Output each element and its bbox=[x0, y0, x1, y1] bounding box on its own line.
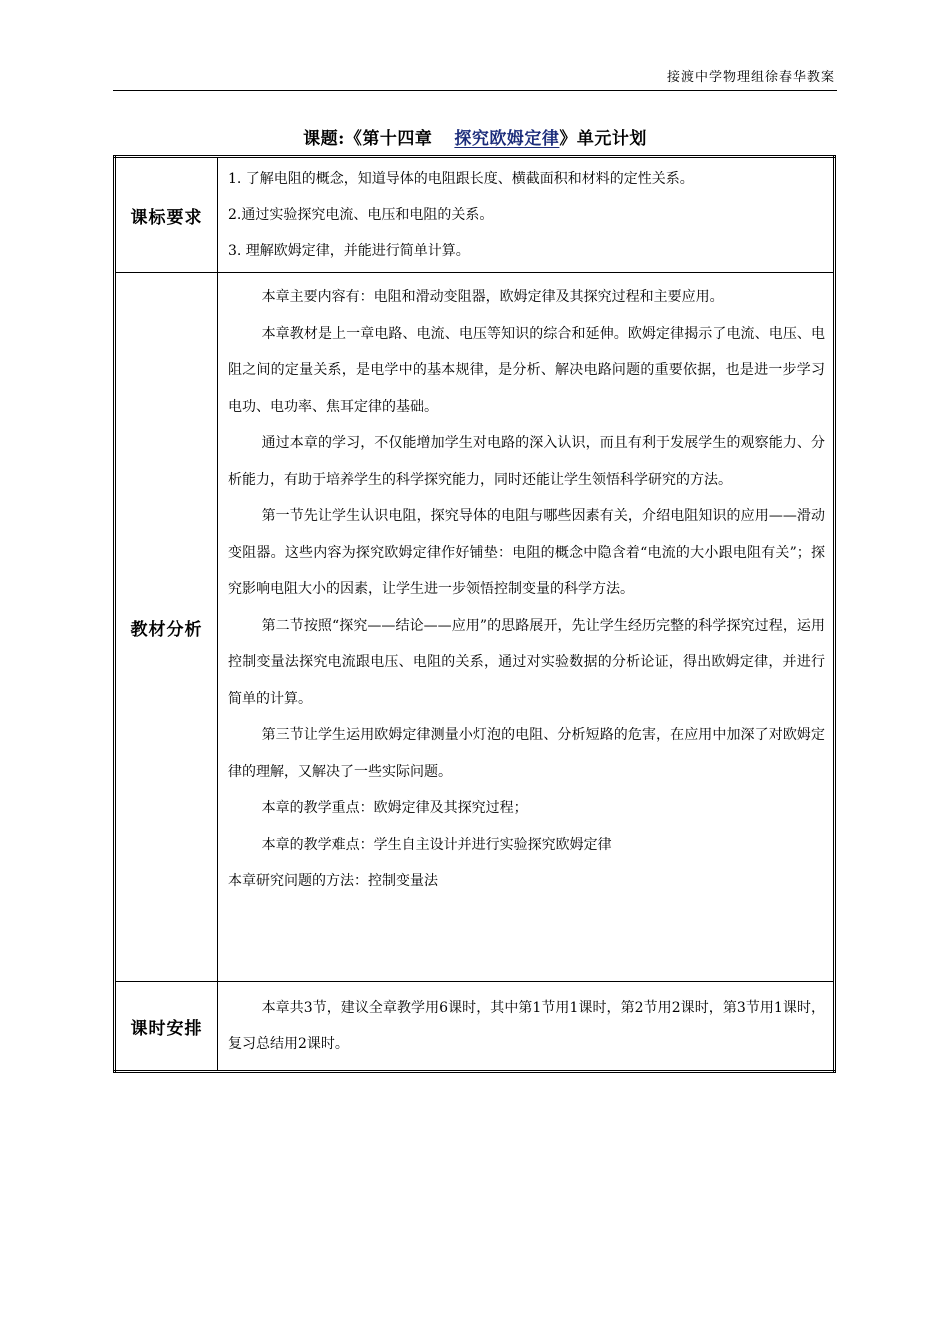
analysis-row bbox=[115, 273, 835, 982]
schedule-text: 本章共3节，建议全章教学用6课时，其中第1节用1课时，第2节用2课时，第3节用1课时，复习总结用2课时。 bbox=[228, 999, 825, 1052]
analysis-paragraph: 本章主要内容有：电阻和滑动变阻器，欧姆定律及其探究过程和主要应用。 bbox=[261, 289, 724, 305]
schedule-row bbox=[115, 982, 835, 1072]
teaching-difficulty: 本章的教学难点：学生自主设计并进行实验探究欧姆定律 bbox=[261, 836, 612, 853]
page-title bbox=[0, 124, 950, 149]
research-method: 本章研究问题的方法：控制变量法 bbox=[228, 873, 438, 889]
teaching-focus: 本章的教学重点：欧姆定律及其探究过程； bbox=[261, 800, 528, 816]
requirement-item: 1. 了解电阻的概念，知道导体的电阻跟长度、横截面积和材料的定性关系。 bbox=[228, 171, 694, 187]
requirements-label: 课标要求 bbox=[115, 157, 218, 273]
schedule-content bbox=[218, 982, 835, 1072]
analysis-content bbox=[218, 273, 835, 982]
requirements-content bbox=[218, 157, 835, 273]
title-suffix: 》单元计划 bbox=[559, 129, 647, 149]
title-prefix: 课题:《第十四章 bbox=[303, 129, 433, 149]
title-chapter-link[interactable]: 探究欧姆定律 bbox=[454, 129, 560, 149]
unit-plan-table bbox=[113, 155, 836, 1073]
analysis-paragraph: 第二节按照“探究——结论——应用”的思路展开，先让学生经历完整的科学探究过程，运用控制变量法探究电流跟电压、电阻的关系，通过对实验数据的分析论证，得出欧姆定律，并进行简单的计算。 bbox=[228, 617, 825, 707]
schedule-label: 课时安排 bbox=[115, 982, 218, 1072]
header-school-text: 接渡中学物理组徐春华教案 bbox=[666, 70, 835, 85]
requirement-item: 2.通过实验探究电流、电压和电阻的关系。 bbox=[228, 207, 494, 223]
analysis-label: 教材分析 bbox=[115, 273, 218, 982]
analysis-paragraph: 本章教材是上一章电路、电流、电压等知识的综合和延伸。欧姆定律揭示了电流、电压、电阻之间的定量关系，是电学中的基本规律，是分析、解决电路问题的重要依据，也是进一步学习电功、电功率、焦耳定律的基础。 bbox=[228, 325, 825, 415]
requirement-item: 3. 理解欧姆定律，并能进行简单计算。 bbox=[228, 243, 470, 259]
analysis-paragraph: 第三节让学生运用欧姆定律测量小灯泡的电阻、分析短路的危害，在应用中加深了对欧姆定律的理解，又解决了一些实际问题。 bbox=[228, 727, 825, 780]
header-divider bbox=[113, 90, 837, 91]
requirements-row bbox=[115, 157, 835, 273]
analysis-paragraph: 第一节先让学生认识电阻，探究导体的电阻与哪些因素有关，介绍电阻知识的应用——滑动变阻器。这些内容为探究欧姆定律作好铺垫：电阻的概念中隐含着“电流的大小跟电阻有关”；探究影响电阻大小的因素，让学生进一步领悟控制变量的科学方法。 bbox=[228, 508, 825, 597]
analysis-paragraph: 通过本章的学习，不仅能增加学生对电路的深入认识，而且有利于发展学生的观察能力、分析能力，有助于培养学生的科学探究能力，同时还能让学生领悟科学研究的方法。 bbox=[228, 435, 825, 488]
